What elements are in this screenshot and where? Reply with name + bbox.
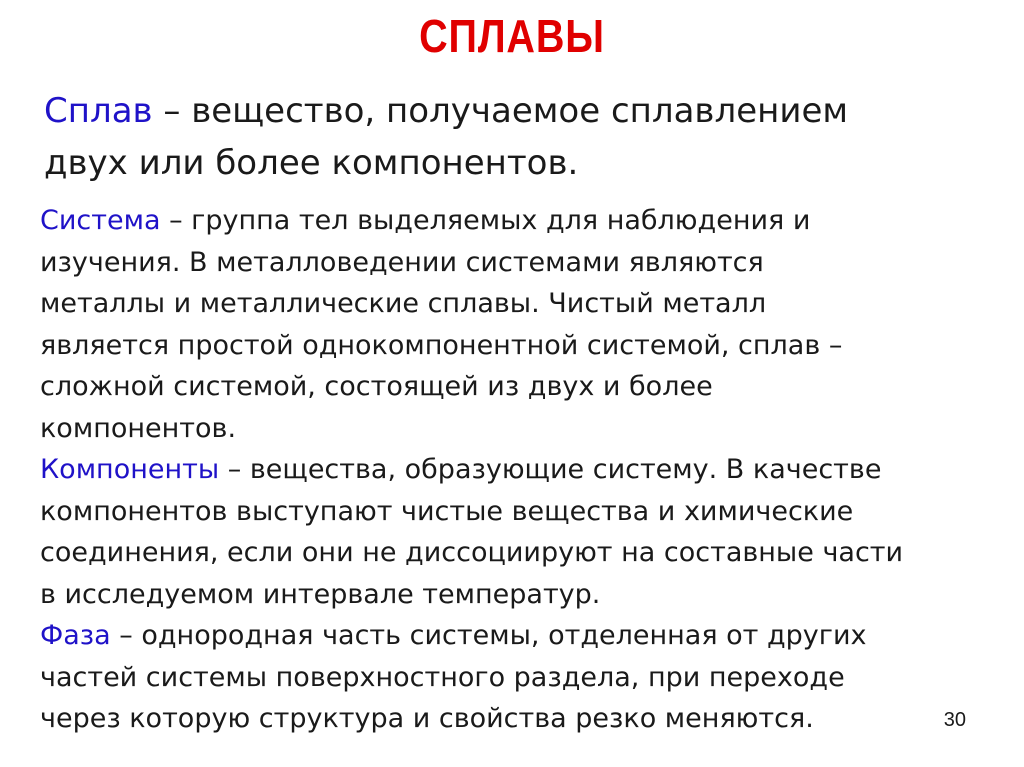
definition-line <box>40 615 990 657</box>
main-definition-term: Сплав <box>44 91 153 131</box>
definition-components <box>40 449 990 615</box>
definition-line: сложной системой, состоящей из двух и более <box>40 371 713 402</box>
definition-line: частей системы поверхностного раздела, при переходе <box>40 661 845 693</box>
definition-line: соединения, если они не диссоциируют на составные части <box>40 537 904 568</box>
definitions-block <box>40 200 990 740</box>
main-definition-line-2: двух или более компонентов. <box>44 143 579 183</box>
definition-line: металлы и металлические сплавы. Чистый металл <box>40 288 767 319</box>
definition-term-phase: Фаза <box>40 620 111 651</box>
definition-term-components: Компоненты <box>40 454 220 485</box>
main-definition-line-1 <box>44 85 984 137</box>
definition-line: компонентов. <box>40 412 237 444</box>
definition-line <box>40 200 990 242</box>
main-definition <box>44 85 984 189</box>
definition-line: изучения. В металловедении системами являются <box>40 246 764 278</box>
page-number: 30 <box>943 709 966 731</box>
definition-text: – вещества, образующие систему. В качестве <box>219 454 882 485</box>
definition-text: – группа тел выделяемых для наблюдения и <box>160 205 811 236</box>
definition-term-system: Система <box>40 205 161 236</box>
definition-line: компонентов выступают чистые вещества и химические <box>40 495 854 527</box>
definition-line: в исследуемом интервале температур. <box>40 578 601 610</box>
definition-line: через которую структура и свойства резко меняются. <box>40 703 814 734</box>
slide-title: СПЛАВЫ <box>419 10 605 62</box>
definition-text: – однородная часть системы, отделенная от других <box>110 620 867 651</box>
definition-line: является простой однокомпонентной системой, сплав – <box>40 329 843 361</box>
definition-system <box>40 200 990 449</box>
main-definition-text-1: – вещество, получаемое сплавлением <box>152 91 849 131</box>
definition-line <box>40 449 990 491</box>
definition-phase <box>40 615 990 740</box>
